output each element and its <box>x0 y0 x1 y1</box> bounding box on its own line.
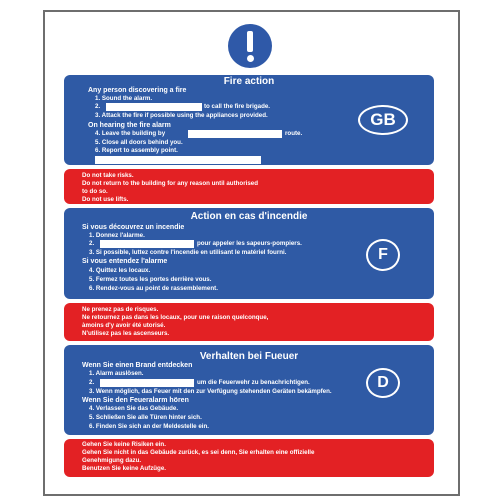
gb-warning: Do not take risks. <box>82 172 134 179</box>
fr-line: Si vous découvrez un incendie <box>82 224 185 231</box>
fr-step-4: 4. Quittez les locaux. <box>89 267 151 274</box>
gb-title: Fire action <box>223 76 275 87</box>
fr-step-2: 2. <box>89 240 95 247</box>
gb-step-1: 1. Sound the alarm. <box>95 95 153 102</box>
gb-country-badge: GB <box>358 105 408 135</box>
fr-country-badge: F <box>366 239 400 271</box>
de-warning: Genehmigung dazu. <box>82 457 142 464</box>
fr-warning: àmoins d'y avoir été utorisé. <box>82 322 166 329</box>
de-title: Verhalten bei Fueuer <box>199 351 299 362</box>
gb-blank-phone <box>106 103 202 111</box>
fr-step-3: 3. Si possible, luttez contre l'incendie en utilisant le matériel fourni. <box>89 249 287 256</box>
gb-step-6: 6. Report to assembly point. <box>95 147 178 154</box>
fr-step-2-text: pour appeler les sapeurs-pompiers. <box>197 240 302 247</box>
fr-step-1: 1. Donnez l'alarme. <box>89 232 145 239</box>
de-warning: Gehen Sie keine Risiken ein. <box>82 441 166 448</box>
gb-line: On hearing the fire alarm <box>88 122 171 129</box>
gb-line: Any person discovering a fire <box>88 87 187 94</box>
fr-step-6: 6. Rendez-vous au point de rassemblement. <box>89 285 218 292</box>
de-step-6: 6. Finden Sie sich an der Meldestelle ein. <box>89 423 210 430</box>
de-line: Wenn Sie den Feueralarm hören <box>82 397 189 404</box>
gb-blank-assembly <box>95 156 261 164</box>
de-instructions-panel <box>64 345 434 435</box>
fr-warnings-panel <box>64 303 434 341</box>
fr-line: Si vous entendez l'alarme <box>82 258 168 265</box>
gb-warning: Do not use lifts. <box>82 196 129 203</box>
gb-step-2-text: to call the fire brigade. <box>204 103 271 110</box>
gb-warning: to do so. <box>82 188 108 195</box>
gb-blank-route <box>188 130 282 138</box>
fr-step-5: 5. Fermez toutes les portes derrière vous. <box>89 276 212 283</box>
de-warning: Benutzen Sie keine Aufzüge. <box>82 465 167 472</box>
de-step-1: 1. Alarm auslösen. <box>89 370 144 377</box>
de-warning: Gehen Sie nicht in das Gebäude zurück, es sei denn, Sie erhalten eine offizielle <box>82 449 315 456</box>
gb-warning: Do not return to the building for any reason until authorised <box>82 180 258 187</box>
de-step-5: 5. Schließen Sie alle Türen hinter sich. <box>89 414 202 421</box>
de-step-3: 3. Wenn möglich, das Feuer mit den zur Verfügung stehenden Geräten bekämpfen. <box>89 388 332 395</box>
de-line: Wenn Sie einen Brand entdecken <box>82 362 193 369</box>
gb-warnings-panel <box>64 169 434 204</box>
exclamation-mandatory-icon <box>228 24 272 68</box>
fr-title: Action en cas d'incendie <box>190 211 308 222</box>
de-blank-phone <box>100 379 194 387</box>
de-step-2: 2. <box>89 379 95 386</box>
fr-warning: N'utilisez pas les ascenseurs. <box>82 330 170 337</box>
de-warnings-panel <box>64 439 434 477</box>
fr-warning: Ne retournez pas dans les locaux, pour une raison quelconque, <box>82 314 269 321</box>
de-step-2-text: um die Feuerwehr zu benachrichtigen. <box>197 379 310 386</box>
gb-step-5: 5. Close all doors behind you. <box>95 139 183 146</box>
gb-instructions-panel <box>64 75 434 165</box>
fr-warning: Ne prenez pas de risques. <box>82 306 159 313</box>
de-country-badge: D <box>366 368 400 398</box>
de-step-4: 4. Verlassen Sie das Gebäude. <box>89 405 179 412</box>
gb-step-4-text: route. <box>285 130 303 137</box>
gb-step-4: 4. Leave the building by <box>95 130 166 137</box>
gb-step-2: 2. <box>95 103 101 110</box>
fr-instructions-panel <box>64 208 434 299</box>
fr-blank-phone <box>100 240 194 248</box>
gb-step-3: 3. Attack the fire if possible using the appliances provided. <box>95 112 268 119</box>
